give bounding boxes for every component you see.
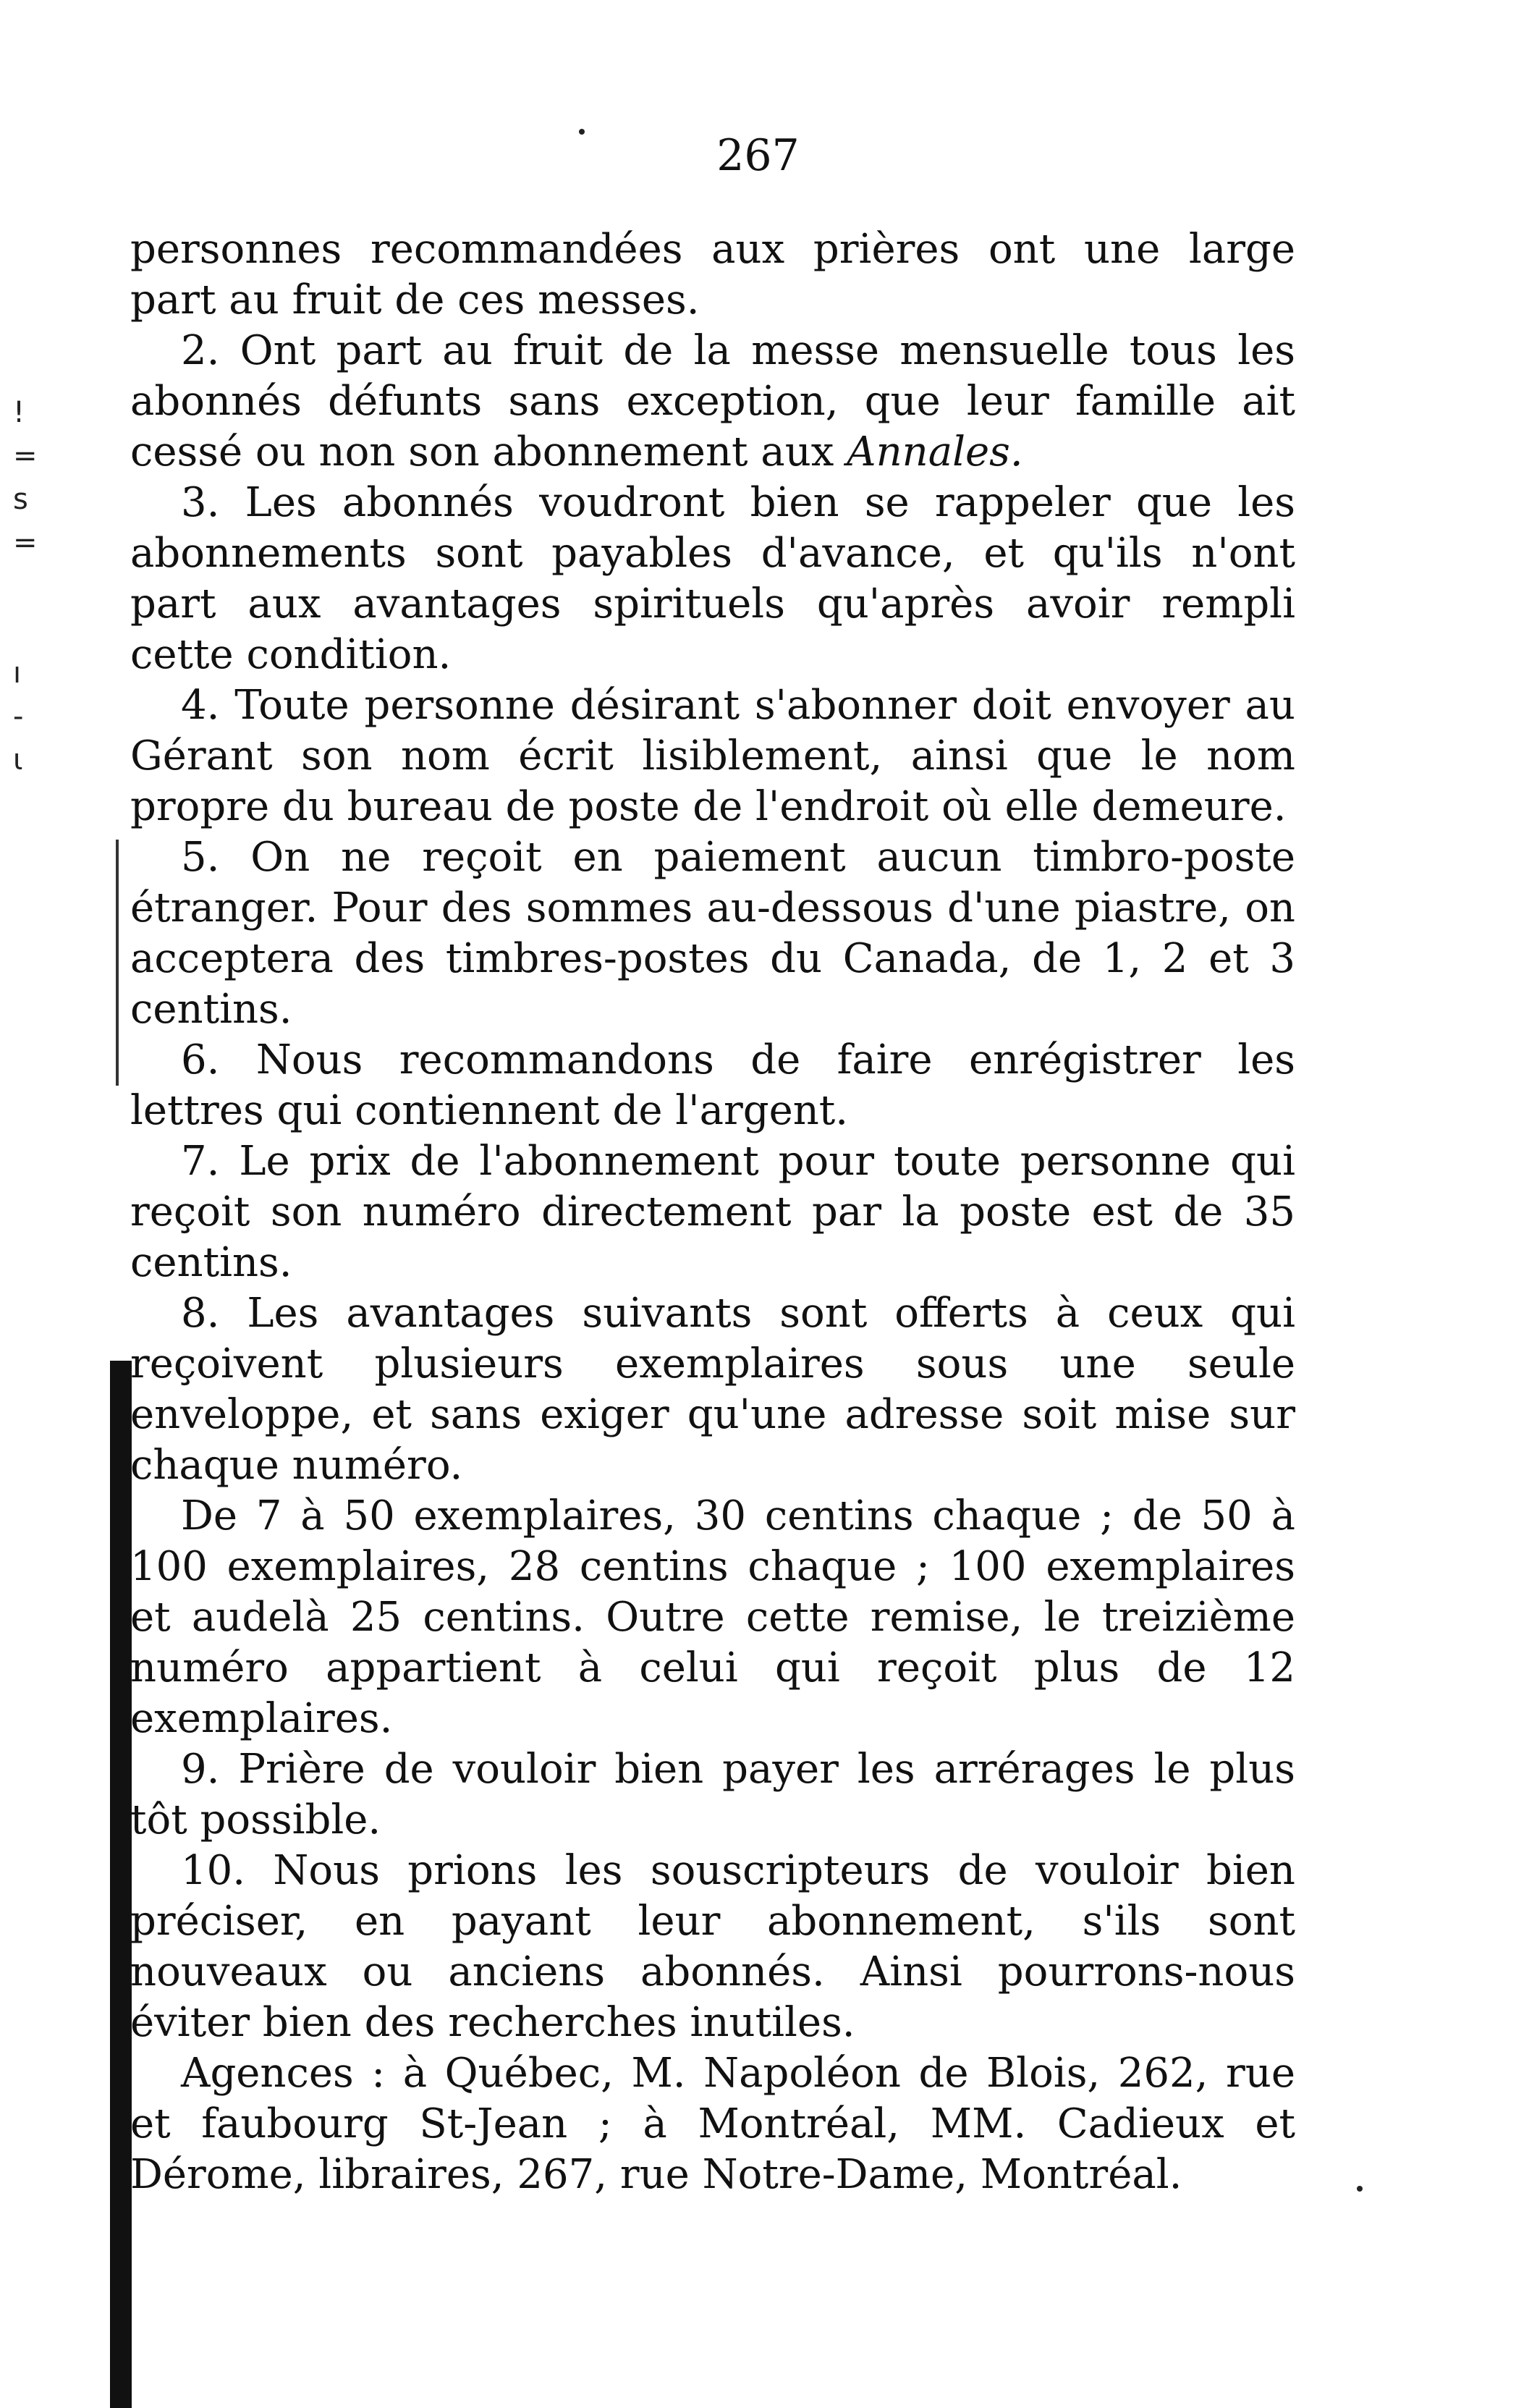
- paragraph-text: 6. Nous recommandons de faire enrégistrer les lettres qui contiennent de l'argent.: [130, 1036, 1295, 1134]
- paragraph-text: personnes recommandées aux prières ont une large part au fruit de ces messes.: [130, 226, 1295, 324]
- paragraph-text: 2. Ont part au fruit de la messe mensuelle tous les abonnés défunts sans exception, que leur famille ait cessé ou non son abonnement aux: [130, 327, 1295, 476]
- scan-margin-line: [116, 840, 119, 1086]
- paragraph: [130, 680, 1295, 832]
- paragraph-italic: Annales.: [847, 428, 1023, 476]
- margin-mark: [13, 565, 42, 608]
- paragraph-text: 5. On ne reçoit en paiement aucun timbro-poste étranger. Pour des sommes au-dessous d'une piastre, on acceptera des timbres-postes du Canada, de 1, 2 et 3 centins.: [130, 834, 1295, 1033]
- paragraph-text: 4. Toute personne désirant s'abonner doit envoyer au Gérant son nom écrit lisiblement, ainsi que le nom propre du bureau de poste de l'endroit où elle demeure.: [130, 682, 1295, 830]
- paragraph-text: 8. Les avantages suivants sont offerts à ceux qui reçoivent plusieurs exemplaires sous une seule enveloppe, et sans exiger qu'une adresse soit mise sur chaque numéro.: [130, 1290, 1295, 1489]
- paragraph: [130, 2048, 1295, 2200]
- paragraph: [130, 224, 1295, 326]
- paragraph-text: De 7 à 50 exemplaires, 30 centins chaque ; de 50 à 100 exemplaires, 28 centins chaque ; 100 exemplaires et audelà 25 centins. Outre cette remise, le treizième numéro appartient à celui qui reçoit plus de 12 exemplaires.: [130, 1492, 1295, 1742]
- margin-mark: s: [13, 483, 28, 516]
- margin-marks: [13, 391, 42, 782]
- paragraph: [130, 1744, 1295, 1846]
- paragraph: [130, 478, 1295, 680]
- paragraph: [130, 832, 1295, 1035]
- margin-mark: ι: [13, 743, 23, 777]
- margin-mark: [13, 608, 42, 651]
- page-number: 267: [716, 130, 800, 181]
- body-text: [130, 224, 1295, 2200]
- paragraph-text: 3. Les abonnés voudront bien se rappeler que les abonnements sont payables d'avance, et qu'ils n'ont part aux avantages spirituels qu'après avoir rempli cette condition.: [130, 479, 1295, 678]
- paragraph-text: 9. Prière de vouloir bien payer les arrérages le plus tôt possible.: [130, 1746, 1295, 1843]
- speck: [579, 129, 585, 135]
- scan-margin-bar: [110, 1361, 132, 2408]
- paragraph-text: Agences : à Québec, M. Napoléon de Blois, 262, rue et faubourg St-Jean ; à Montréal, MM. Cadieux et Dérome, libraires, 267, rue Notre-Dame, Montréal.: [130, 2050, 1295, 2198]
- paragraph: [130, 1846, 1295, 2048]
- paragraph: [130, 1035, 1295, 1136]
- margin-mark: !: [13, 396, 25, 429]
- paragraph: [130, 1136, 1295, 1288]
- margin-mark: ı: [13, 656, 22, 690]
- paragraph: [130, 1288, 1295, 1491]
- speck: [1357, 2186, 1363, 2192]
- paragraph-text: 10. Nous prions les souscripteurs de vouloir bien préciser, en payant leur abonnement, s'ils sont nouveaux ou anciens abonnés. Ainsi pourrons-nous éviter bien des recherches inutiles.: [130, 1847, 1295, 2046]
- margin-mark: -: [13, 700, 24, 733]
- paragraph: [130, 326, 1295, 478]
- paragraph-text: 7. Le prix de l'abonnement pour toute personne qui reçoit son numéro directement par la poste est de 35 centins.: [130, 1138, 1295, 1286]
- margin-mark: =: [13, 526, 38, 559]
- margin-mark: =: [13, 439, 38, 473]
- paragraph: [130, 1491, 1295, 1744]
